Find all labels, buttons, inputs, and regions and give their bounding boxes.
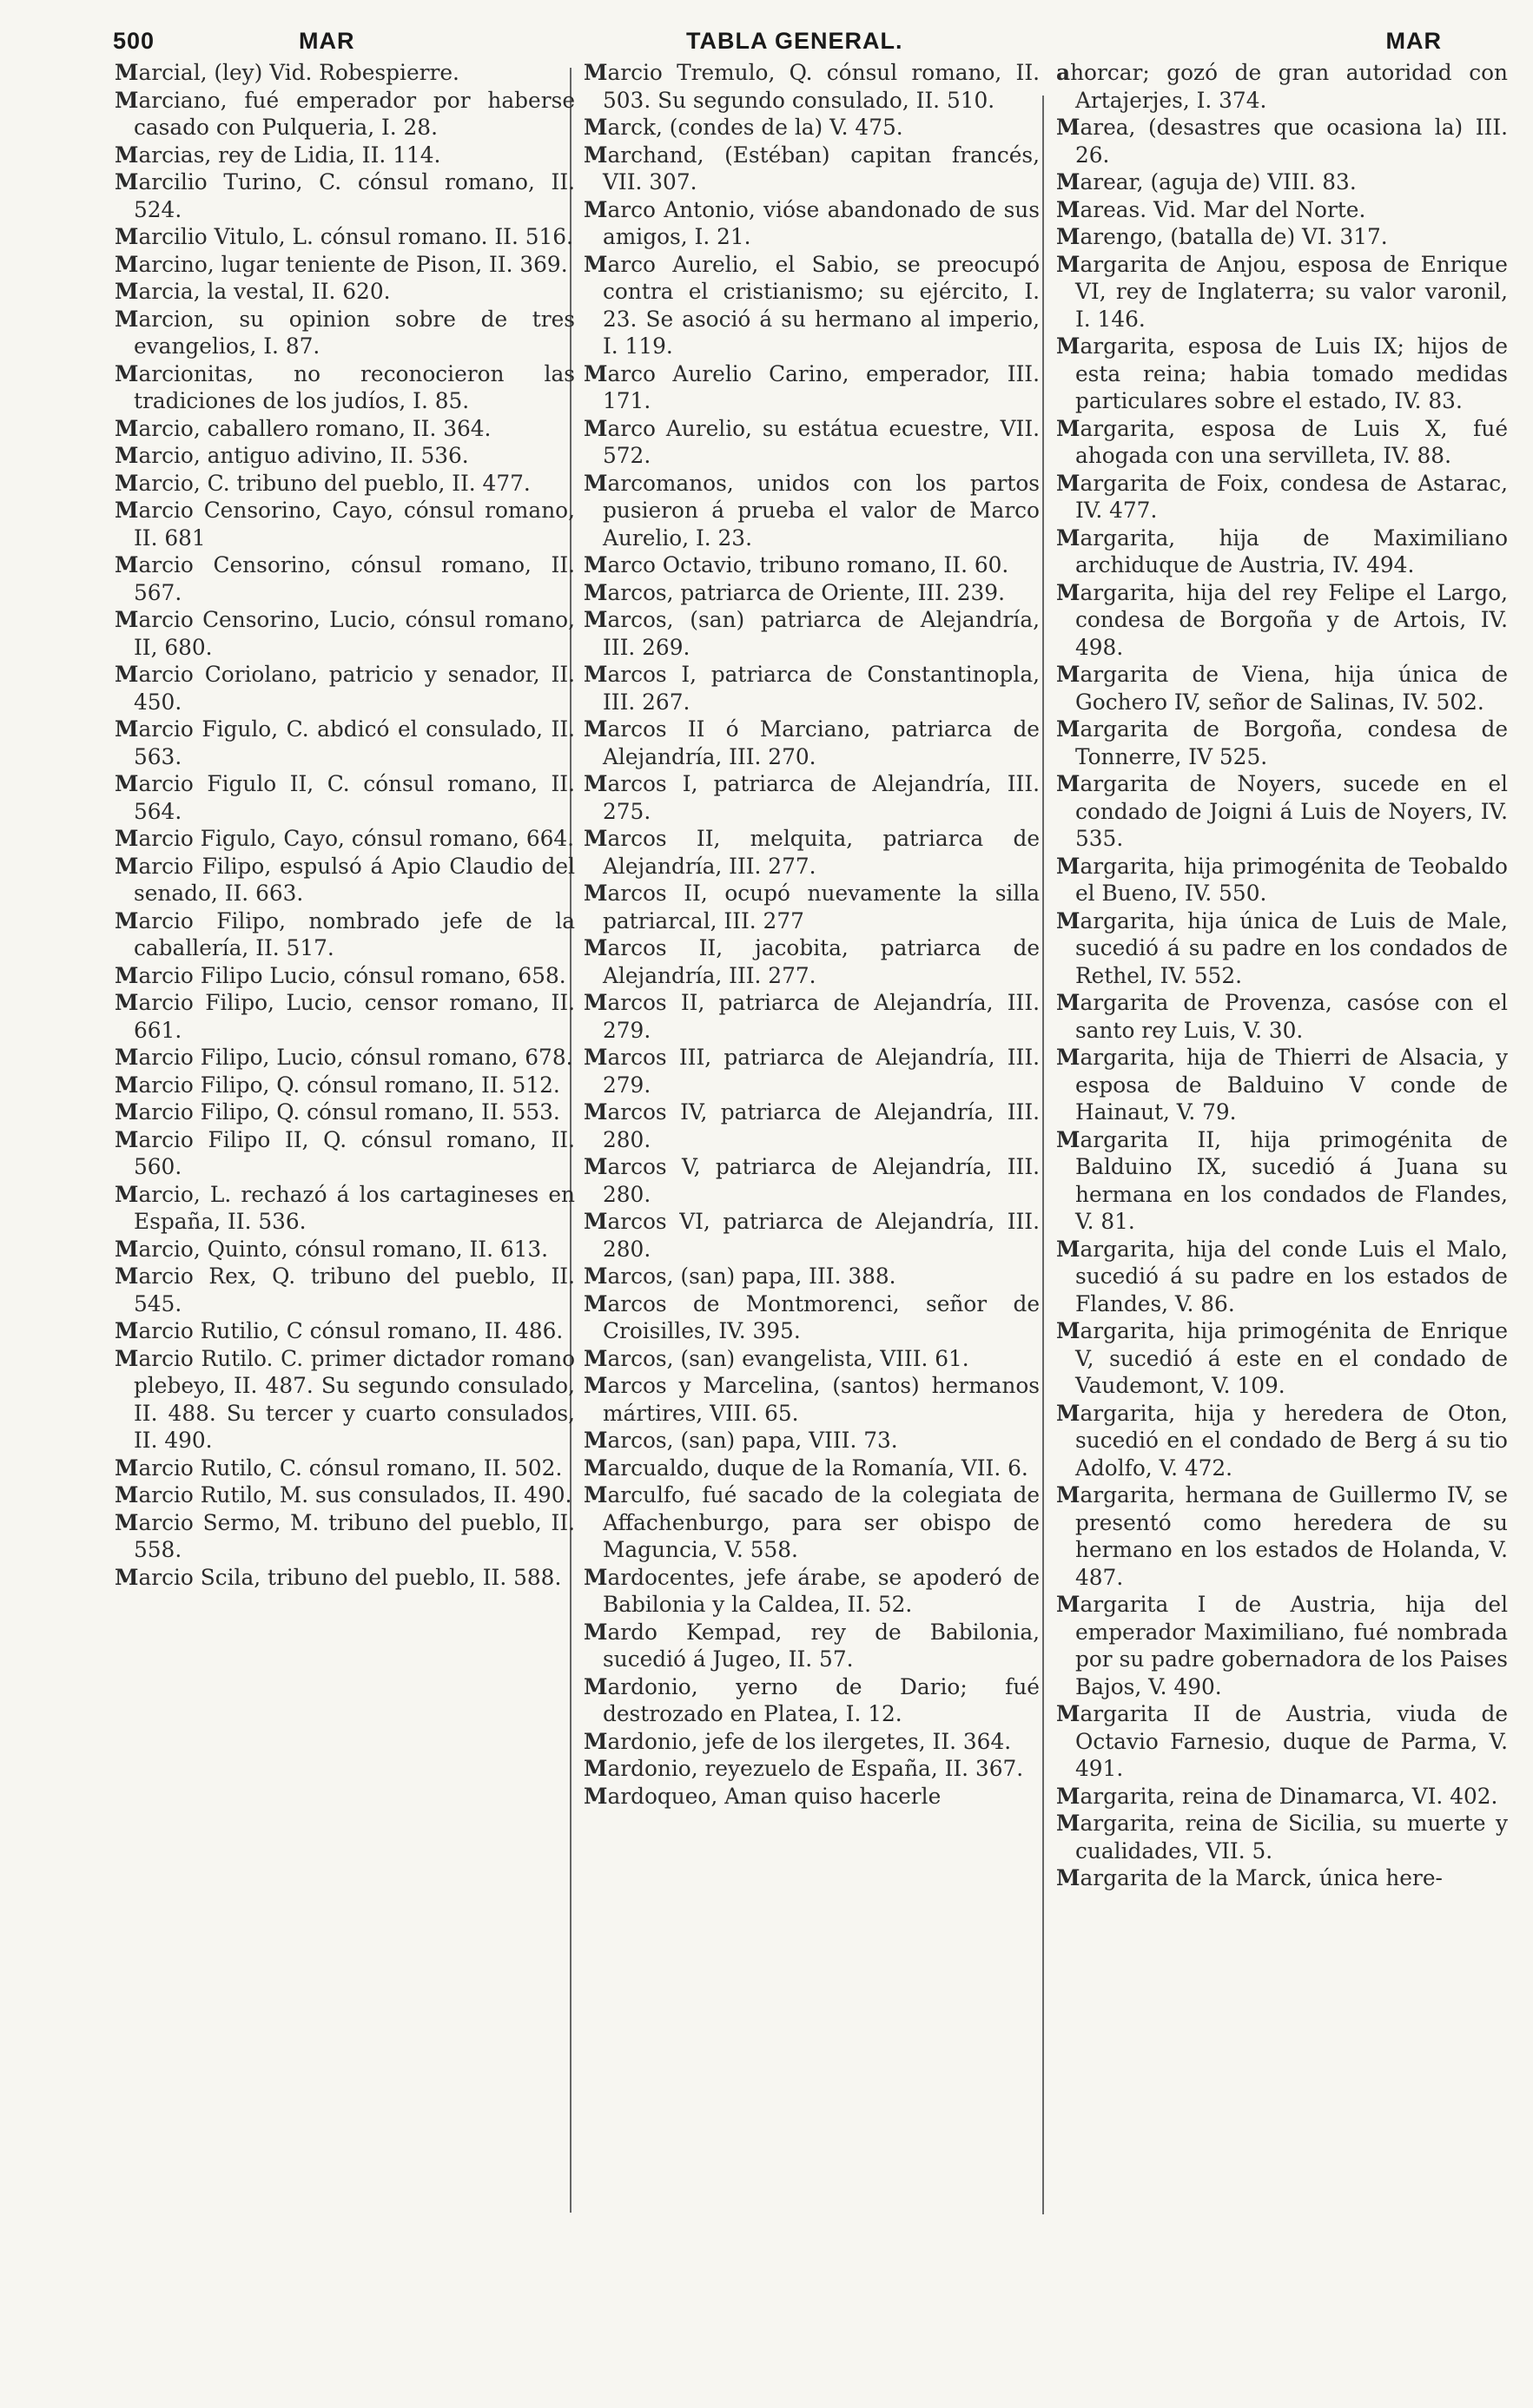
index-entry: Marcos, patriarca de Oriente, III. 239. [584,579,1005,605]
index-entry: Margarita, hija de Maximiliano archiduque de Austria, IV. 494. [1056,524,1508,577]
index-entry: Marear, (aguja de) VIII. 83. [1056,169,1357,195]
index-entry: Marcio Rutilo, C. cónsul romano, II. 502. [115,1455,563,1481]
index-entry: Marcio Censorino, Lucio, cónsul romano, II, 680. [115,607,575,660]
index-entry: Marcos II, patriarca de Alejandría, III. 279. [584,990,1040,1043]
index-entry: Margarita, hija de Thierri de Alsacia, y esposa de Balduino V conde de Hainaut, V. 79. [1056,1045,1508,1125]
index-entry: Margarita, hija primogénita de Enrique V, sucedió á este en el condado de Vaudemont, V. 109. [1056,1318,1508,1398]
index-entry: Marck, (condes de la) V. 475. [584,115,903,140]
index-entry: Marcos, (san) evangelista, VIII. 61. [584,1345,969,1371]
index-entry: Marcion, su opinion sobre de tres evangelios, I. 87. [115,306,575,359]
index-entry: Marco Aurelio, su estátua ecuestre, VII. 572. [584,415,1040,468]
index-entry: Margarita II, hija primogénita de Balduino IX, sucedió á Juana su hermana en los condados de Flandes, V. 81. [1056,1126,1508,1234]
index-entry: Marcos II ó Marciano, patriarca de Alejandría, III. 270. [584,716,1040,769]
index-entry: Marcio Scila, tribuno del pueblo, II. 588. [115,1564,562,1590]
index-entry: Margarita de Anjou, esposa de Enrique VI, rey de Inglaterra; su valor varonil, I. 146. [1056,251,1508,332]
index-entry: Marculfo, fué sacado de la colegiata de Affachenburgo, para ser obispo de Maguncia, V. 558. [584,1482,1040,1562]
index-entry: Marcilio Turino, C. cónsul romano, II. 524. [115,169,575,222]
index-entry: Marcio Filipo II, Q. cónsul romano, II. 560. [115,1126,575,1179]
index-entry: Marea, (desastres que ocasiona la) III. 26. [1056,115,1508,168]
index-entry: Marcio Rutilo. C. primer dictador romano plebeyo, II. 487. Su segundo consulado, II. 488. Su tercer y cuarto consulados, II. 490. [115,1345,575,1453]
index-entry: Marcio Figulo, Cayo, cónsul romano, 664. [115,826,575,851]
index-entry: Marcos de Montmorenci, señor de Croisilles, IV. 395. [584,1290,1040,1343]
index-entry: Marciano, fué emperador por haberse casado con Pulqueria, I. 28. [115,87,575,140]
index-entry: Marcio Figulo, C. abdicó el consulado, II. 563. [115,716,575,769]
index-entry: Margarita de Foix, condesa de Astarac, IV. 477. [1056,470,1508,523]
index-entry: Marcio Filipo, Q. cónsul romano, II. 553. [115,1099,560,1125]
index-entry: Margarita, hija y heredera de Oton, sucedió en el condado de Berg á su tio Adolfo, V. 472. [1056,1400,1508,1481]
index-entry: Marcos, (san) patriarca de Alejandría, III. 269. [584,607,1040,660]
index-entry: Marcio Filipo, Lucio, cónsul romano, 678. [115,1045,573,1070]
header-title: TABLA GENERAL. [686,28,903,54]
index-entry: Marcio Filipo, Lucio, censor romano, II. 661. [115,990,575,1043]
index-entry: Marcos VI, patriarca de Alejandría, III. 280. [584,1209,1040,1262]
index-entry: ahorcar; gozó de gran autoridad con Artajerjes, I. 374. [1056,60,1508,113]
index-entry: Margarita II de Austria, viuda de Octavio Farnesio, duque de Parma, V. 491. [1056,1701,1508,1781]
index-column-1 [115,59,575,1591]
index-entry: Marcio Filipo, Q. cónsul romano, II. 512. [115,1072,560,1098]
index-entry: Marcio Filipo, nombrado jefe de la caballería, II. 517. [115,907,575,960]
index-entry: Marcio, caballero romano, II. 364. [115,415,492,441]
index-entry: Marcos I, patriarca de Constantinopla, III. 267. [584,662,1040,715]
index-entry: Margarita de Provenza, casóse con el santo rey Luis, V. 30. [1056,990,1508,1043]
index-entry: Marco Octavio, tribuno romano, II. 60. [584,552,1009,577]
index-entry: Marcos II, melquita, patriarca de Alejandría, III. 277. [584,826,1040,879]
index-entry: Marco Antonio, vióse abandonado de sus amigos, I. 21. [584,196,1040,249]
index-entry: Marcio, C. tribuno del pueblo, II. 477. [115,470,531,496]
index-entry: Mardonio, jefe de los ilergetes, II. 364. [584,1728,1012,1754]
index-entry: Margarita, hermana de Guillermo IV, se presentó como heredera de su hermano en los estados de Holanda, V. 487. [1056,1482,1508,1590]
page-number: 500 [113,28,155,54]
index-entry: Margarita de Viena, hija única de Gochero IV, señor de Salinas, IV. 502. [1056,662,1508,715]
index-entry: Marengo, (batalla de) VI. 317. [1056,224,1388,249]
index-entry: Marcos IV, patriarca de Alejandría, III. 280. [584,1099,1040,1152]
index-entry: Margarita, hija del rey Felipe el Largo, condesa de Borgoña y de Artois, IV. 498. [1056,579,1508,660]
index-entry: Marcionitas, no reconocieron las tradiciones de los judíos, I. 85. [115,360,575,413]
index-entry: Margarita I de Austria, hija del emperador Maximiliano, fué nombrada por su padre gobernadora de los Paises Bajos, V. 490. [1056,1592,1508,1699]
index-entry: Marcos V, patriarca de Alejandría, III. 280. [584,1154,1040,1207]
index-entry: Marcio, Quinto, cónsul romano, II. 613. [115,1236,549,1262]
index-entry: Marcio Tremulo, Q. cónsul romano, II. 503. Su segundo consulado, II. 510. [584,60,1040,113]
index-entry: Marcino, lugar teniente de Pison, II. 369. [115,251,568,277]
header-right-word: MAR [1385,28,1442,54]
index-entry: Marcomanos, unidos con los partos pusieron á prueba el valor de Marco Aurelio, I. 23. [584,470,1040,551]
index-entry: Margarita de Noyers, sucede en el condado de Joigni á Luis de Noyers, IV. 535. [1056,771,1508,851]
index-entry: Marcio Filipo Lucio, cónsul romano, 658. [115,962,566,988]
index-entry: Mareas. Vid. Mar del Norte. [1056,196,1366,222]
index-entry: Marcio, L. rechazó á los cartagineses en España, II. 536. [115,1181,575,1234]
index-entry: Marcos II, ocupó nuevamente la silla patriarcal, III. 277 [584,881,1040,934]
index-entry: Margarita, reina de Sicilia, su muerte y cualidades, VII. 5. [1056,1811,1508,1864]
index-entry: Margarita, hija única de Luis de Male, sucedió á su padre en los condados de Rethel, IV. 552. [1056,907,1508,988]
index-entry: Mardonio, reyezuelo de España, II. 367. [584,1756,1024,1781]
index-entry: Marcio, antiguo adivino, II. 536. [115,443,469,468]
index-column-3 [1056,59,1508,1892]
index-entry: Marcos y Marcelina, (santos) hermanos mártires, VIII. 65. [584,1373,1040,1426]
index-entry: Marcos, (san) papa, III. 388. [584,1263,896,1289]
index-entry: Marcio Rex, Q. tribuno del pueblo, II. 545. [115,1263,575,1316]
index-entry: Marcias, rey de Lidia, II. 114. [115,142,441,168]
index-entry: Marcio Censorino, cónsul romano, II. 567. [115,552,575,605]
index-entry: Marcio Censorino, Cayo, cónsul romano, II. 681 [115,498,575,551]
index-entry: Marcos I, patriarca de Alejandría, III. 275. [584,771,1040,824]
index-entry: Marcio Sermo, M. tribuno del pueblo, II. 558. [115,1509,575,1562]
index-entry: Margarita, hija del conde Luis el Malo, sucedió á su padre en los estados de Flandes, V. 86. [1056,1236,1508,1316]
index-entry: Margarita, hija primogénita de Teobaldo el Bueno, IV. 550. [1056,853,1508,906]
index-entry: Marcos, (san) papa, VIII. 73. [584,1428,898,1453]
index-column-2 [584,59,1040,1810]
index-entry: Margarita de Borgoña, condesa de Tonnerre, IV 525. [1056,716,1508,769]
index-entry: Marchand, (Estéban) capitan francés, VII. 307. [584,142,1040,195]
index-entry: Marcial, (ley) Vid. Robespierre. [115,60,459,85]
index-entry: Marcualdo, duque de la Romanía, VII. 6. [584,1455,1028,1481]
index-entry: Marcos II, jacobita, patriarca de Alejandría, III. 277. [584,935,1040,988]
index-entry: Mardocentes, jefe árabe, se apoderó de Babilonia y la Caldea, II. 52. [584,1564,1040,1617]
index-entry: Marco Aurelio, el Sabio, se preocupó contra el cristianismo; su ejército, I. 23. Se asoció á su hermano al imperio, I. 119. [584,251,1040,359]
page-header [113,19,1459,63]
index-entry: Margarita de la Marck, única here- [1056,1865,1443,1890]
index-entry: Margarita, reina de Dinamarca, VI. 402. [1056,1783,1498,1809]
index-entry: Margarita, esposa de Luis IX; hijos de esta reina; habia tomado medidas particulares sobre el estado, IV. 83. [1056,333,1508,413]
index-entry: Marcio Coriolano, patricio y senador, II. 450. [115,662,575,715]
index-entry: Mardonio, yerno de Dario; fué destrozado en Platea, I. 12. [584,1673,1040,1726]
index-entry: Marcia, la vestal, II. 620. [115,279,391,304]
index-entry: Marcilio Vitulo, L. cónsul romano. II. 516. [115,224,573,249]
header-left-word: MAR [299,28,355,54]
index-entry: Marcio Rutilo, M. sus consulados, II. 490. [115,1482,572,1507]
index-entry: Mardoqueo, Aman quiso hacerle [584,1783,942,1809]
index-entry: Marcio Rutilio, C cónsul romano, II. 486. [115,1318,564,1343]
index-entry: Marcio Filipo, espulsó á Apio Claudio del senado, II. 663. [115,853,575,906]
index-entry: Marco Aurelio Carino, emperador, III. 171. [584,360,1040,413]
index-entry: Margarita, esposa de Luis X, fué ahogada con una servilleta, IV. 88. [1056,415,1508,468]
column-divider [1042,96,1044,2214]
index-entry: Marcio Figulo II, C. cónsul romano, II. 564. [115,771,575,824]
index-entry: Mardo Kempad, rey de Babilonia, sucedió á Jugeo, II. 57. [584,1619,1040,1672]
index-entry: Marcos III, patriarca de Alejandría, III. 279. [584,1045,1040,1098]
